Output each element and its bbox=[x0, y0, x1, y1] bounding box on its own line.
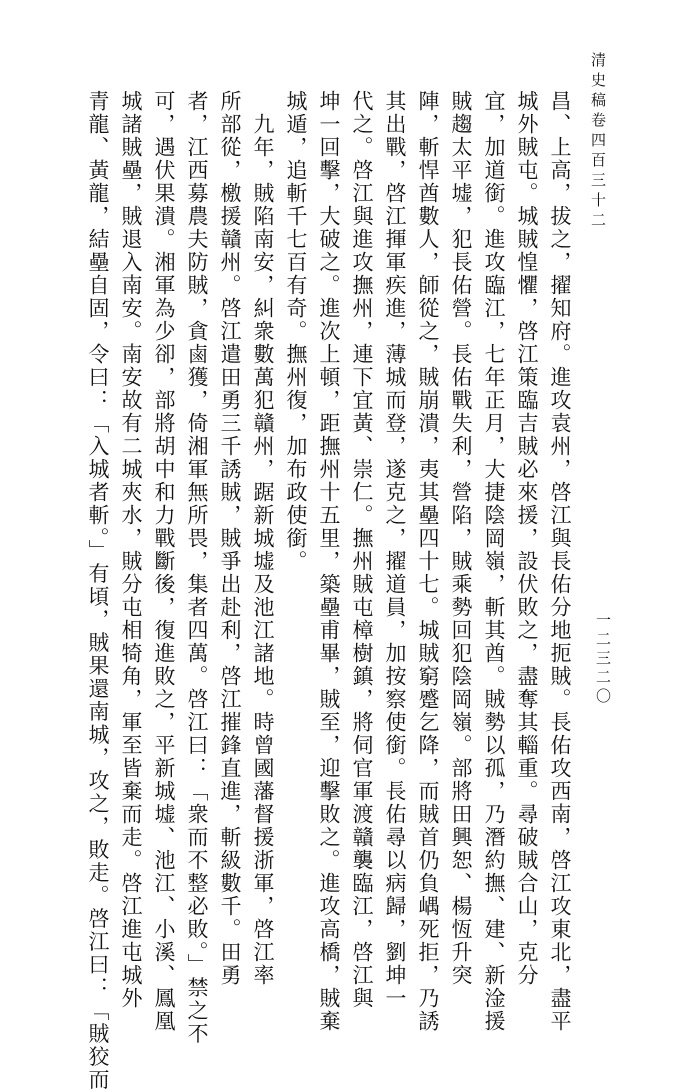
text-column: 者，江西募農夫防賊，貪鹵獲，倚湘軍無所畏，集者四萬。啓江曰：「衆而不整必敗。」禁之不 bbox=[185, 90, 209, 1046]
running-head-title: 清史稿卷四百三十二 bbox=[589, 52, 607, 232]
text-column: 代之。啓江與進攻撫州，連下宜黃、崇仁。撫州賊屯樟樹鎮，將伺官軍渡贛襲臨江，啓江與 bbox=[350, 90, 374, 1010]
text-column: 所部從，檄援贛州。啓江遣田勇三千誘賊，賊爭出赴利，啓江摧鋒直進，斬級數千。田勇 bbox=[218, 90, 242, 987]
text-column: 宜，加道銜。進攻臨江，七年正月，大捷陰岡嶺，斬其酋。賊勢以孤，乃潛約撫、建、新淦援 bbox=[482, 90, 506, 1033]
page-number: 一二三二〇 bbox=[594, 612, 612, 707]
text-column: 其出戰，啓江揮軍疾進，薄城而登，遂克之，擢道員，加按察使銜。長佑尋以病歸，劉坤一 bbox=[383, 90, 407, 1010]
text-column: 青龍、黃龍，結壘自固，令曰：「入城者斬。」有頃，賊果還南城，攻之，敗走。啓江曰：「賊狡而 bbox=[86, 90, 110, 1092]
text-column: 昌、上高，拔之，擢知府。進攻袁州，啓江與長佑分地扼賊。長佑攻西南，啓江攻東北，盡平 bbox=[548, 90, 572, 1033]
text-column: 城諸賊壘，賊退入南安。南安故有二城夾水，賊分屯相犄角，軍至皆棄而走。啓江進屯城外 bbox=[119, 90, 143, 1010]
text-column: 九年，賊陷南安，糾衆數萬犯贛州，踞新城墟及池江諸地。時曾國藩督援浙軍，啓江率 bbox=[251, 90, 275, 987]
text-column: 坤一回擊，大破之。進次上頓，距撫州十五里，築壘甫畢，賊至，迎擊敗之。進攻高橋，賊棄 bbox=[317, 90, 341, 1033]
text-column: 賊趨太平墟，犯長佑營。長佑戰失利，營陷，賊乘勢回犯陰岡嶺。部將田興恕、楊恆升突 bbox=[449, 90, 473, 987]
text-column: 城外賊屯。城賊惶懼，啓江策臨吉賊必來援，設伏敗之，盡奪其輜重。尋破賊合山，克分 bbox=[515, 90, 539, 987]
text-column: 陣，斬悍酋數人，師從之，賊崩潰，夷其壘四十七。城賊窮蹙乞降，而賊首仍負嵎死拒，乃誘 bbox=[416, 90, 440, 1033]
vertical-text-body bbox=[78, 90, 576, 1092]
text-column: 城遁，追斬千七百有奇。撫州復，加布政使銜。 bbox=[284, 90, 308, 573]
text-column: 可，遇伏果潰。湘軍為少卻，部將胡中和力戰斷後，復進敗之，平新城墟、池江、小溪、鳳凰 bbox=[152, 90, 176, 1033]
